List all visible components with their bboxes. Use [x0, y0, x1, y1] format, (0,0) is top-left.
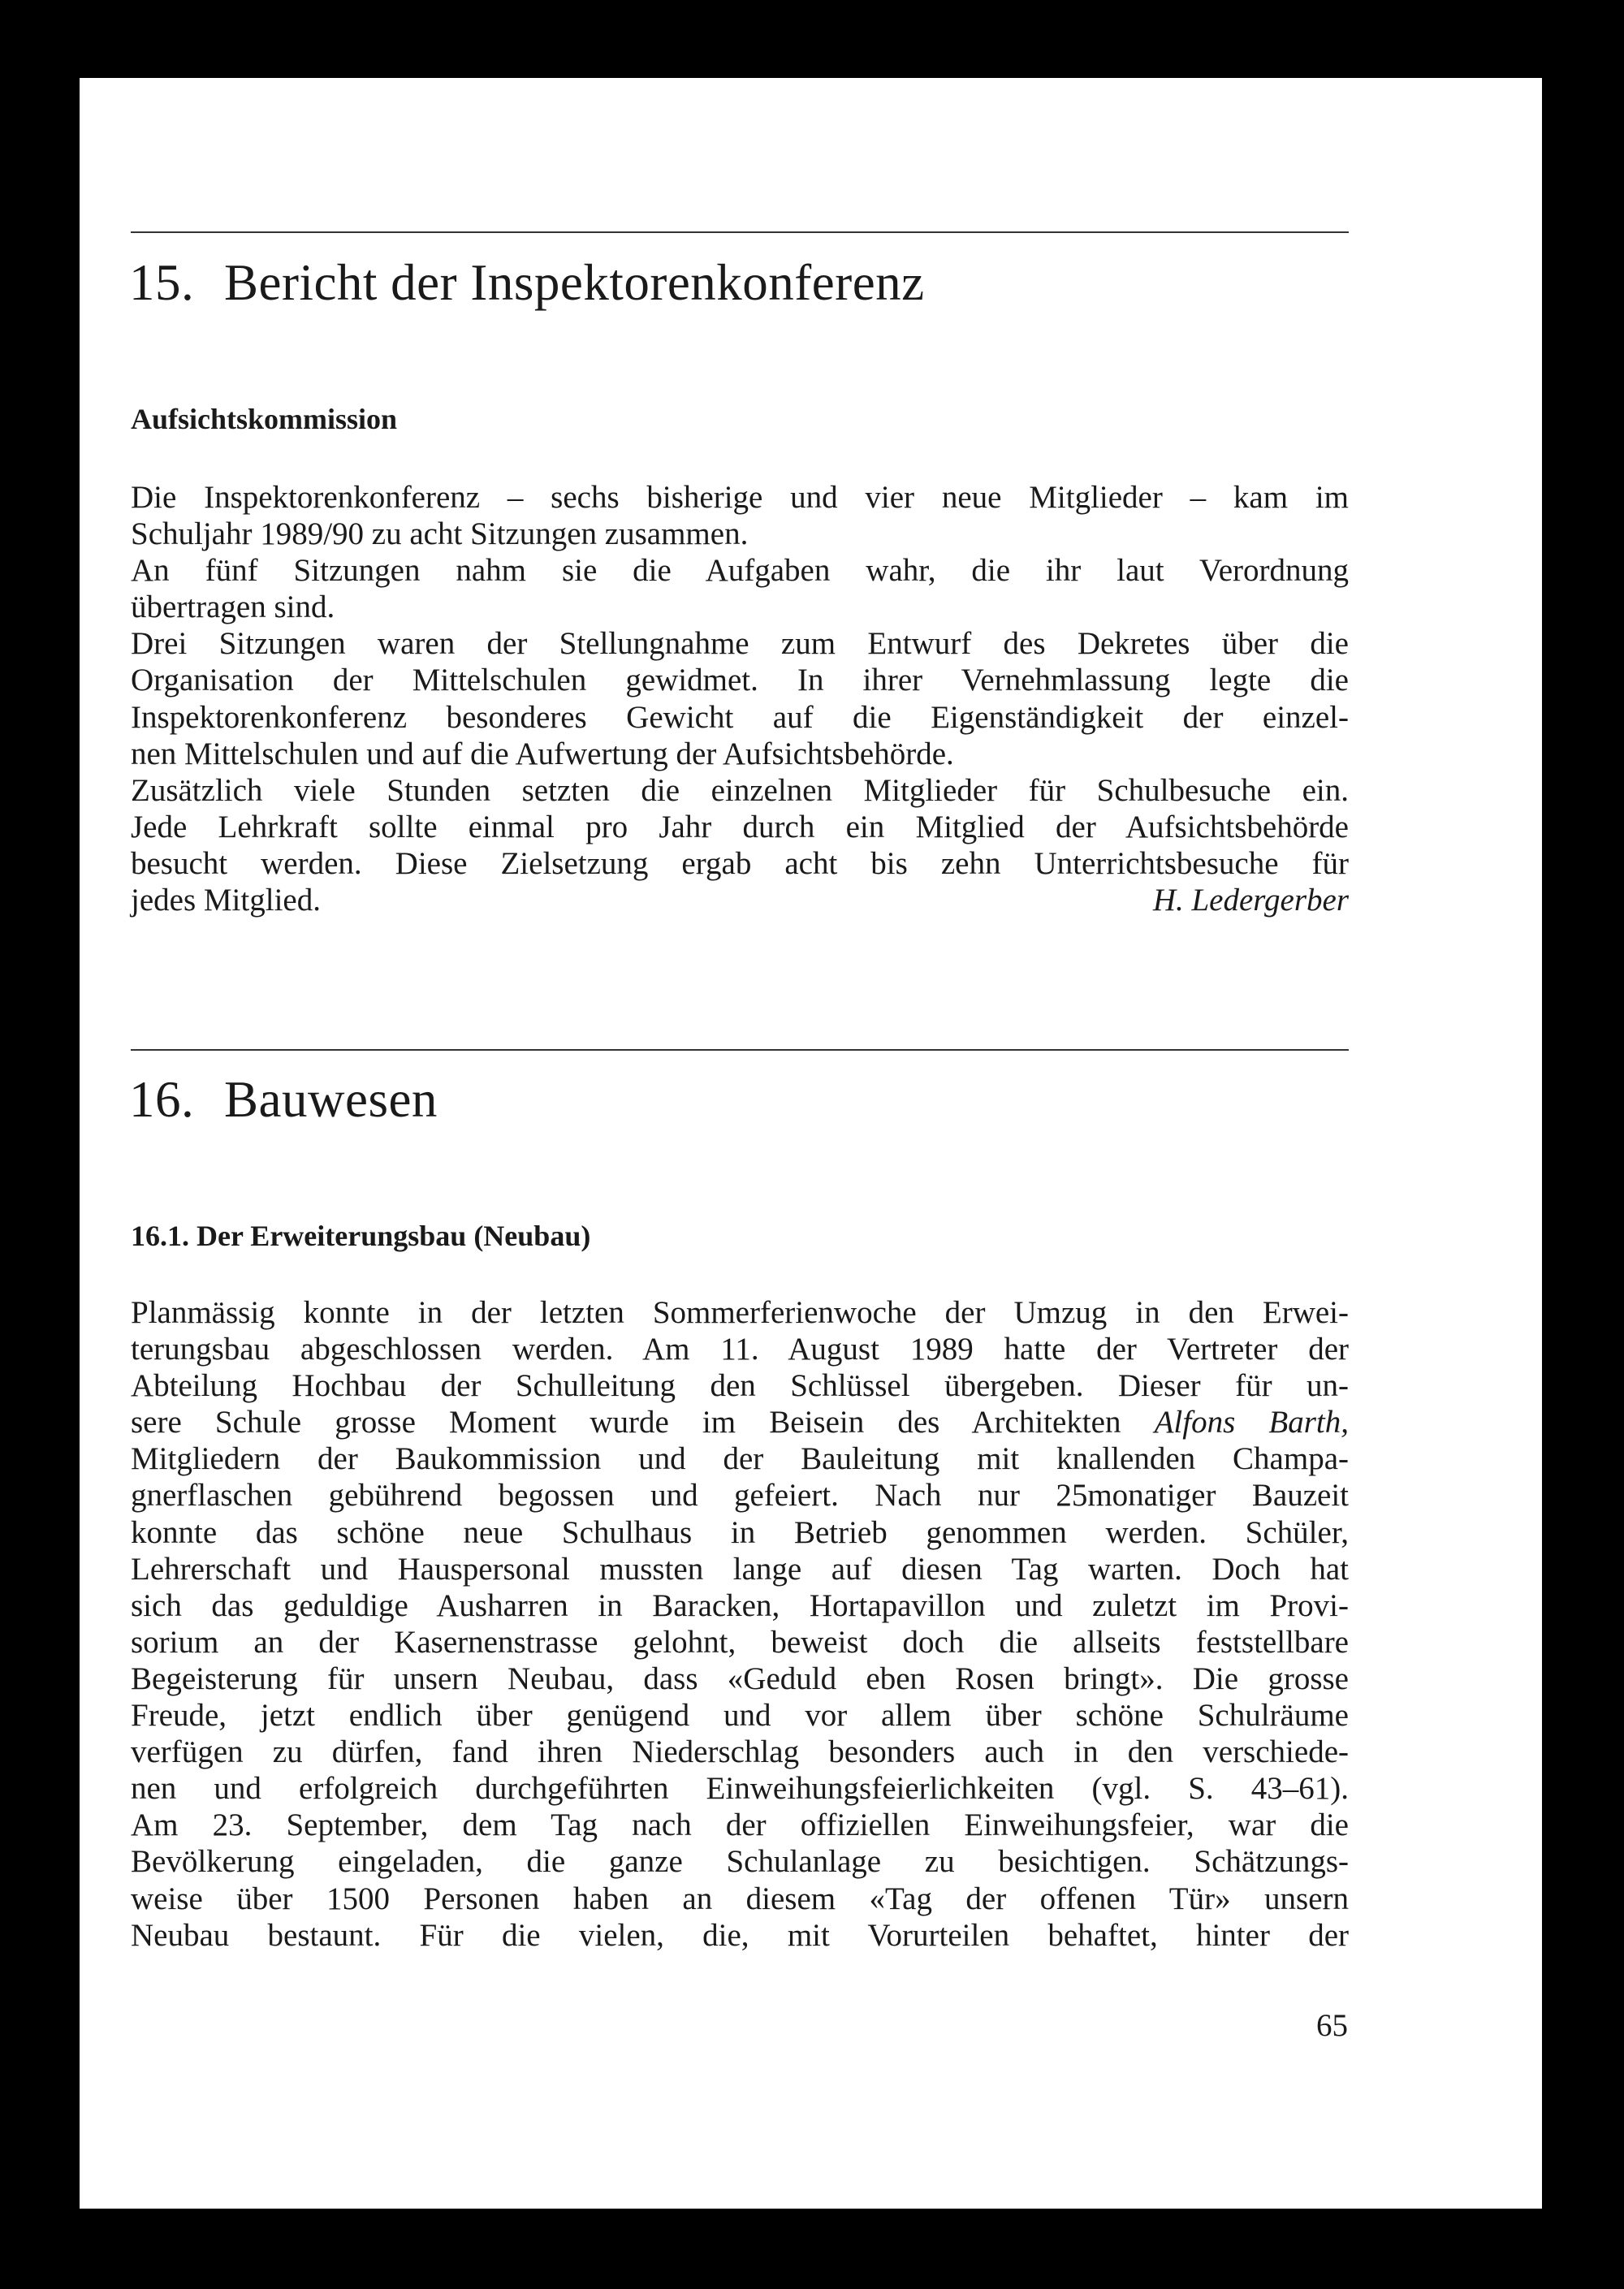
text-line: An fünf Sitzungen nahm sie die Aufgaben wahr, die ihr laut Verordnung: [131, 553, 1349, 589]
section-16-paragraph: [131, 1294, 1349, 1954]
text-line: übertragen sind.: [131, 590, 335, 625]
page-number: 65: [1316, 2008, 1348, 2043]
text-line: nen Mittelschulen und auf die Aufwertung der Aufsichtsbehörde.: [131, 736, 954, 771]
text-line: sorium an der Kasernenstrasse gelohnt, beweist doch die allseits feststellbare: [131, 1624, 1349, 1660]
section-title: Bauwesen: [224, 1071, 438, 1128]
section-number: 16.: [129, 1071, 195, 1128]
text-line: weise über 1500 Personen haben an diesem «Tag der offenen Tür» unsern: [131, 1881, 1349, 1916]
section-rule-15: [131, 231, 1349, 233]
section-heading-16: [129, 1071, 438, 1128]
section-title: Bericht der Inspektorenkonferenz: [224, 254, 925, 311]
section-15-paragraph: [131, 479, 1349, 918]
text-line: Begeisterung für unsern Neubau, dass «Geduld eben Rosen bringt». Die grosse: [131, 1661, 1349, 1696]
text-line: Bevölkerung eingeladen, die ganze Schulanlage zu besichtigen. Schätzungs-: [131, 1844, 1349, 1880]
text-line: Schuljahr 1989/90 zu acht Sitzungen zusammen.: [131, 516, 749, 552]
text-line: Abteilung Hochbau der Schulleitung den Schlüssel übergeben. Dieser für un-: [131, 1368, 1349, 1404]
text-line: terungsbau abgeschlossen werden. Am 11. August 1989 hatte der Vertreter der: [131, 1332, 1349, 1367]
subheading-aufsichtskommission: Aufsichtskommission: [131, 403, 398, 435]
architect-name: Alfons Barth,: [1154, 1405, 1350, 1440]
text-line-start: sere Schule grosse Moment wurde im Beisein des Architekten: [131, 1405, 1121, 1440]
text-line: Zusätzlich viele Stunden setzten die einzelnen Mitglieder für Schulbesuche ein.: [131, 772, 1349, 808]
text-line: Am 23. September, dem Tag nach der offiziellen Einweihungsfeier, war die: [131, 1807, 1349, 1843]
text-line: konnte das schöne neue Schulhaus in Betrieb genommen werden. Schüler,: [131, 1514, 1349, 1550]
text-line: Lehrerschaft und Hauspersonal mussten lange auf diesen Tag warten. Doch hat: [131, 1551, 1349, 1587]
text-line: Mitgliedern der Baukommission und der Bauleitung mit knallenden Champa-: [131, 1441, 1349, 1477]
section-number: 15.: [129, 254, 195, 311]
text-line-end: jedes Mitglied.: [131, 883, 321, 918]
subheading-erweiterungsbau: 16.1. Der Erweiterungsbau (Neubau): [131, 1220, 591, 1252]
text-line: Organisation der Mittelschulen gewidmet. In ihrer Vernehmlassung legte die: [131, 663, 1349, 698]
text-line: nen und erfolgreich durchgeführten Einweihungsfeierlichkeiten (vgl. S. 43–61).: [131, 1771, 1349, 1807]
text-line: Planmässig konnte in der letzten Sommerferienwoche der Umzug in den Erwei-: [131, 1295, 1349, 1330]
text-line: sich das geduldige Ausharren in Baracken, Hortapavillon und zuletzt im Provi-: [131, 1587, 1349, 1623]
text-line: gnerflaschen gebührend begossen und gefeiert. Nach nur 25monatiger Bauzeit: [131, 1478, 1349, 1514]
text-line: Freude, jetzt endlich über genügend und vor allem über schöne Schulräume: [131, 1698, 1349, 1734]
text-line: besucht werden. Diese Zielsetzung ergab acht bis zehn Unterrichtsbesuche für: [131, 845, 1349, 881]
section-rule-16: [131, 1049, 1349, 1051]
text-line-with-signature: [131, 882, 1349, 918]
text-line: Neubau bestaunt. Für die vielen, die, mit Vorurteilen behaftet, hinter der: [131, 1917, 1349, 1953]
text-line-with-architect: [131, 1404, 1349, 1440]
section-heading-15: [129, 254, 925, 311]
text-line: Drei Sitzungen waren der Stellungnahme zum Entwurf des Dekretes über die: [131, 626, 1349, 662]
text-line: Jede Lehrkraft sollte einmal pro Jahr durch ein Mitglied der Aufsichtsbehörde: [131, 809, 1349, 844]
text-line: Inspektorenkonferenz besonderes Gewicht auf die Eigenständigkeit der einzel-: [131, 699, 1349, 735]
text-line: Die Inspektorenkonferenz – sechs bisherige und vier neue Mitglieder – kam im: [131, 480, 1349, 515]
author-signature: H. Ledergerber: [1152, 883, 1349, 918]
text-line: verfügen zu dürfen, fand ihren Niederschlag besonders auch in den verschiede-: [131, 1734, 1349, 1770]
